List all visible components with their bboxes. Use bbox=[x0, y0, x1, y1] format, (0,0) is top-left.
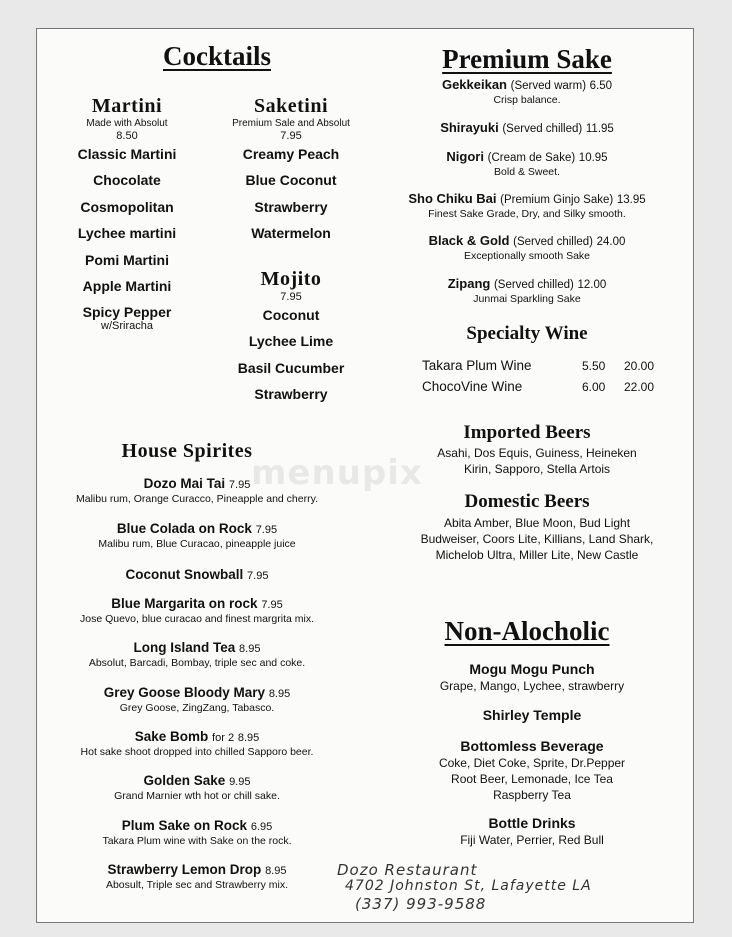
sake-price: 11.95 bbox=[585, 123, 614, 135]
domestic-beers-list bbox=[387, 515, 687, 563]
handwritten-restaurant-name: Dozo Restaurant bbox=[337, 861, 478, 879]
saketini-section bbox=[211, 95, 371, 247]
sake-price: 13.95 bbox=[616, 194, 646, 206]
martini-item: Classic Martini bbox=[77, 146, 177, 162]
beer-line: Michelob Ultra, Miller Lite, New Castle bbox=[435, 548, 639, 562]
sake-name: Black & Gold bbox=[428, 233, 510, 248]
handwritten-phone: (337) 993-9588 bbox=[355, 895, 487, 913]
na-item bbox=[382, 814, 682, 848]
spirit-price: 8.95 bbox=[268, 688, 291, 700]
martini-price: 8.50 bbox=[116, 130, 138, 142]
mojito-price: 7.95 bbox=[280, 291, 302, 303]
spirit-desc: Hot sake shoot dropped into chilled Sapporo beer. bbox=[80, 746, 314, 758]
martini-heading: Martini bbox=[91, 95, 163, 117]
spirit-price: 8.95 bbox=[237, 732, 260, 744]
saketini-item: Blue Coconut bbox=[245, 172, 337, 189]
sake-name: Sho Chiku Bai bbox=[408, 191, 497, 206]
handwritten-address: 4702 Johnston St, Lafayette LA bbox=[345, 878, 592, 894]
sake-paren: (Served chilled) bbox=[502, 123, 583, 135]
spirit-name: Coconut Snowball bbox=[125, 567, 244, 582]
watermark: menupix bbox=[251, 453, 423, 493]
martini-item: Chocolate bbox=[93, 172, 161, 189]
sake-price: 24.00 bbox=[596, 236, 626, 248]
sake-desc: Junmai Sparkling Sake bbox=[473, 293, 581, 305]
saketini-item: Watermelon bbox=[251, 225, 331, 242]
sake-paren: (Cream de Sake) bbox=[487, 152, 576, 164]
sake-item bbox=[377, 233, 677, 262]
spirit-price: 7.95 bbox=[247, 570, 269, 582]
na-name: Bottle Drinks bbox=[488, 815, 576, 831]
sake-item bbox=[377, 77, 677, 106]
sake-name: Shirayuki bbox=[440, 120, 499, 135]
martini-last-note: w/Sriracha bbox=[101, 319, 153, 332]
sake-paren: (Served chilled) bbox=[493, 279, 574, 291]
imported-beers-list bbox=[392, 445, 682, 477]
spirit-item bbox=[47, 729, 347, 759]
sake-desc: Finest Sake Grade, Dry, and Silky smooth. bbox=[428, 208, 626, 220]
sake-item bbox=[377, 120, 677, 137]
specialty-wine-title: Specialty Wine bbox=[466, 323, 588, 344]
spirit-desc: Jose Quevo, blue curacao and finest margrita mix. bbox=[79, 613, 315, 625]
na-item bbox=[382, 737, 682, 803]
beer-line: Kirin, Sapporo, Stella Artois bbox=[463, 462, 611, 476]
spirit-name: Plum Sake on Rock bbox=[121, 818, 248, 833]
spirit-item bbox=[47, 862, 347, 892]
spirit-item bbox=[47, 685, 347, 715]
sake-desc: Bold & Sweet. bbox=[494, 166, 560, 178]
wine-name: Takara Plum Wine bbox=[422, 358, 532, 373]
spirit-name: Grey Goose Bloody Mary bbox=[103, 685, 266, 700]
wine-glass-price: 6.00 bbox=[582, 380, 606, 394]
spirit-desc: Abosult, Triple sec and Strawberry mix. bbox=[105, 879, 289, 891]
martini-item: Pomi Martini bbox=[84, 251, 169, 268]
beer-line: Budweiser, Coors Lite, Killians, Land Shark, bbox=[420, 532, 654, 546]
wine-name: ChocoVine Wine bbox=[422, 379, 523, 394]
martini-note: Made with Absolut bbox=[86, 118, 168, 129]
wine-row bbox=[422, 376, 662, 398]
mojito-item: Basil Cucumber bbox=[237, 359, 345, 376]
na-line: Root Beer, Lemonade, Ice Tea bbox=[451, 772, 613, 786]
sake-desc: Crisp balance. bbox=[493, 94, 561, 106]
martini-section bbox=[52, 95, 202, 332]
saketini-note: Premium Sale and Absolut bbox=[232, 118, 350, 129]
spirit-price: 7.95 bbox=[255, 524, 278, 536]
spirit-price: 7.95 bbox=[228, 479, 251, 491]
sake-desc: Exceptionally smooth Sake bbox=[463, 250, 591, 262]
cocktails-title: Cocktails bbox=[163, 41, 271, 71]
spirit-desc: Grey Goose, ZingZang, Tabasco. bbox=[119, 702, 275, 714]
spirit-name: Strawberry Lemon Drop bbox=[107, 862, 262, 877]
spirit-desc: Grand Marnier wth hot or chill sake. bbox=[114, 790, 280, 802]
na-name: Shirley Temple bbox=[482, 707, 582, 723]
spirit-name: Blue Colada on Rock bbox=[116, 521, 252, 536]
spirit-item bbox=[47, 476, 347, 506]
sake-name: Gekkeikan bbox=[441, 77, 507, 92]
spirit-extra: for 2 bbox=[212, 732, 235, 744]
martini-item: Spicy Pepper bbox=[82, 304, 172, 321]
sake-price: 10.95 bbox=[578, 152, 608, 164]
spirit-name: Dozo Mai Tai bbox=[143, 476, 226, 491]
premium-sake-title: Premium Sake bbox=[442, 44, 612, 74]
saketini-item: Creamy Peach bbox=[242, 146, 340, 162]
na-item bbox=[382, 660, 682, 694]
mojito-item: Strawberry bbox=[254, 386, 328, 403]
sake-item bbox=[377, 276, 677, 305]
spirit-desc: Absolut, Barcadi, Bombay, triple sec and coke. bbox=[88, 657, 306, 669]
na-line: Grape, Mango, Lychee, strawberry bbox=[439, 679, 625, 693]
mojito-item: Lychee Lime bbox=[248, 333, 334, 350]
spirit-item bbox=[47, 521, 347, 551]
martini-item: Cosmopolitan bbox=[80, 198, 174, 215]
spirit-name: Sake Bomb bbox=[134, 729, 209, 744]
na-name: Mogu Mogu Punch bbox=[469, 661, 595, 677]
spirit-price: 8.95 bbox=[239, 643, 261, 655]
spirit-price: 8.95 bbox=[265, 865, 287, 877]
house-spirits-title: House Spirites bbox=[121, 440, 253, 462]
sake-price: 12.00 bbox=[577, 279, 607, 291]
na-line: Fiji Water, Perrier, Red Bull bbox=[460, 833, 604, 847]
na-line: Raspberry Tea bbox=[493, 788, 571, 802]
na-line: Coke, Diet Coke, Sprite, Dr.Pepper bbox=[438, 756, 626, 770]
wine-bottle-price: 22.00 bbox=[624, 380, 655, 394]
domestic-beers-title: Domestic Beers bbox=[464, 491, 590, 512]
spirit-desc: Malibu rum, Blue Curacao, pineapple juice bbox=[98, 538, 296, 550]
non-alcoholic-title: Non-Alocholic bbox=[444, 616, 610, 646]
spirit-name: Blue Margarita on rock bbox=[111, 596, 258, 611]
spirit-item bbox=[47, 773, 347, 803]
spirit-price: 6.95 bbox=[250, 821, 273, 833]
sake-item bbox=[377, 191, 677, 220]
sake-price: 6.50 bbox=[589, 80, 613, 92]
sake-paren: (Served chilled) bbox=[513, 236, 594, 248]
na-item bbox=[382, 706, 682, 724]
saketini-heading: Saketini bbox=[253, 95, 329, 117]
menu-page bbox=[36, 28, 694, 923]
spirit-item bbox=[47, 818, 347, 848]
saketini-item: Strawberry bbox=[254, 198, 328, 215]
spirit-name: Golden Sake bbox=[143, 773, 226, 788]
wine-bottle-price: 20.00 bbox=[624, 359, 655, 373]
imported-beers-title: Imported Beers bbox=[463, 422, 591, 443]
beer-line: Asahi, Dos Equis, Guiness, Heineken bbox=[437, 446, 637, 460]
martini-item: Lychee martini bbox=[77, 225, 177, 242]
na-name: Bottomless Beverage bbox=[460, 738, 604, 754]
spirit-name: Long Island Tea bbox=[133, 640, 236, 655]
spirit-desc: Takara Plum wine with Sake on the rock. bbox=[102, 835, 292, 847]
mojito-item: Coconut bbox=[262, 307, 320, 323]
mojito-heading: Mojito bbox=[260, 268, 322, 290]
mojito-section bbox=[211, 268, 371, 408]
saketini-price: 7.95 bbox=[280, 130, 302, 142]
wine-row bbox=[422, 355, 662, 377]
martini-item: Apple Martini bbox=[82, 278, 172, 295]
sake-paren: (Served warm) bbox=[510, 80, 587, 92]
sake-name: Nigori bbox=[446, 149, 484, 164]
wine-glass-price: 5.50 bbox=[582, 359, 606, 373]
sake-name: Zipang bbox=[447, 276, 491, 291]
spirit-price: 7.95 bbox=[261, 599, 283, 611]
spirit-desc: Malibu rum, Orange Curacco, Pineapple and cherry. bbox=[75, 493, 318, 505]
spirit-item bbox=[47, 640, 347, 670]
beer-line: Abita Amber, Blue Moon, Bud Light bbox=[443, 516, 631, 530]
sake-paren: (Premium Ginjo Sake) bbox=[500, 194, 614, 206]
spirit-item bbox=[47, 567, 347, 584]
spirit-price: 9.95 bbox=[229, 776, 251, 788]
spirit-item bbox=[47, 596, 347, 626]
sake-item bbox=[377, 149, 677, 178]
